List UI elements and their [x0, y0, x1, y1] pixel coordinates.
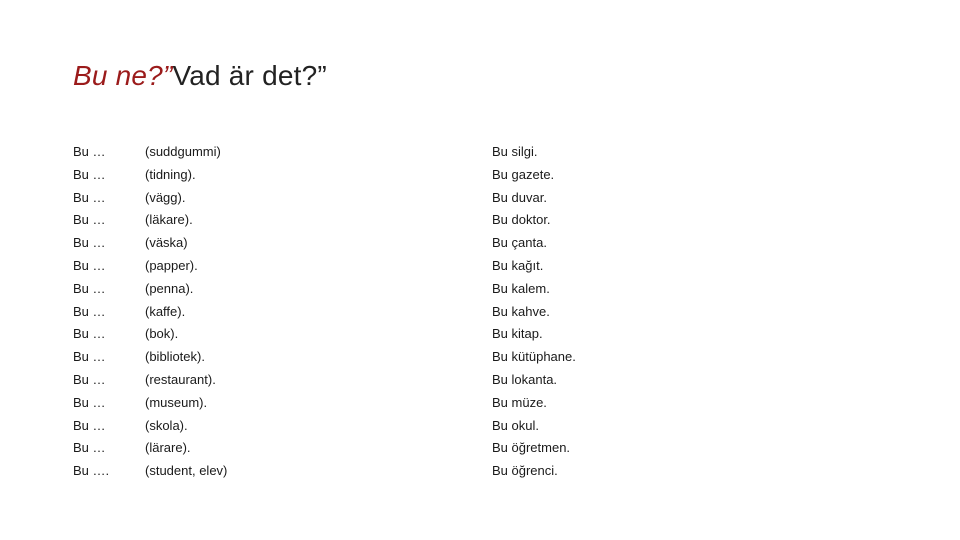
swedish-hint: (läkare).: [145, 212, 193, 228]
turkish-answer: Bu okul.: [492, 417, 539, 433]
vocab-row: [73, 437, 652, 460]
turkish-answer: Bu kütüphane.: [492, 349, 576, 365]
swedish-hint: (vägg).: [145, 189, 186, 205]
prompt-text: Bu …: [73, 257, 106, 273]
swedish-hint: (tidning).: [145, 166, 196, 182]
vocabulary-table: [73, 141, 652, 483]
vocab-row: [73, 209, 652, 232]
prompt-text: Bu …: [73, 235, 106, 251]
turkish-answer: Bu silgi.: [492, 144, 538, 159]
vocab-row: [73, 301, 652, 324]
turkish-answer: Bu öğretmen.: [492, 440, 571, 456]
vocab-row: [73, 232, 652, 255]
vocab-row: [73, 278, 652, 301]
vocab-row: [73, 187, 652, 210]
title-turkish: Bu ne?”: [73, 60, 173, 91]
prompt-text: Bu …: [73, 394, 106, 410]
swedish-hint: (skola).: [145, 417, 188, 433]
swedish-hint: (student, elev): [145, 463, 228, 479]
vocab-row: [73, 392, 652, 415]
swedish-hint: (suddgummi): [145, 144, 221, 159]
vocab-row: [73, 323, 652, 346]
prompt-text: Bu …: [73, 166, 106, 182]
prompt-text: Bu …: [73, 349, 106, 365]
swedish-hint: (restaurant).: [145, 371, 216, 387]
prompt-text: Bu …: [73, 144, 106, 159]
prompt-text: Bu …: [73, 417, 106, 433]
prompt-text: Bu …: [73, 303, 106, 319]
prompt-text: Bu …: [73, 326, 106, 342]
vocabulary-rows: [73, 141, 652, 483]
turkish-answer: Bu kahve.: [492, 303, 550, 319]
turkish-answer: Bu öğrenci.: [492, 463, 558, 479]
turkish-answer: Bu duvar.: [492, 189, 547, 205]
prompt-text: Bu …: [73, 440, 106, 456]
swedish-hint: (lärare).: [145, 440, 191, 456]
prompt-text: Bu …: [73, 280, 106, 296]
swedish-hint: (papper).: [145, 257, 198, 273]
turkish-answer: Bu lokanta.: [492, 371, 558, 387]
turkish-answer: Bu gazete.: [492, 166, 555, 182]
vocab-row: [73, 141, 652, 164]
swedish-hint: (bibliotek).: [145, 349, 205, 365]
vocab-row: [73, 415, 652, 438]
vocab-row: [73, 164, 652, 187]
prompt-text: Bu …: [73, 189, 106, 205]
turkish-answer: Bu çanta.: [492, 235, 547, 251]
swedish-hint: (kaffe).: [145, 303, 186, 319]
turkish-answer: Bu kağıt.: [492, 257, 544, 273]
vocab-row: [73, 346, 652, 369]
turkish-answer: Bu doktor.: [492, 212, 551, 228]
swedish-hint: (penna).: [145, 280, 194, 296]
title-swedish: Vad är det?”: [172, 60, 327, 91]
prompt-text: Bu …: [73, 371, 106, 387]
turkish-answer: Bu müze.: [492, 394, 547, 410]
turkish-answer: Bu kalem.: [492, 280, 550, 296]
slide-title: [73, 60, 327, 92]
swedish-hint: (bok).: [145, 326, 179, 342]
turkish-answer: Bu kitap.: [492, 326, 543, 342]
vocab-row: [73, 255, 652, 278]
vocab-row: [73, 369, 652, 392]
vocab-row: [73, 460, 652, 483]
prompt-text: Bu ….: [73, 463, 110, 479]
swedish-hint: (museum).: [145, 394, 208, 410]
prompt-text: Bu …: [73, 212, 106, 228]
swedish-hint: (väska): [145, 235, 188, 251]
